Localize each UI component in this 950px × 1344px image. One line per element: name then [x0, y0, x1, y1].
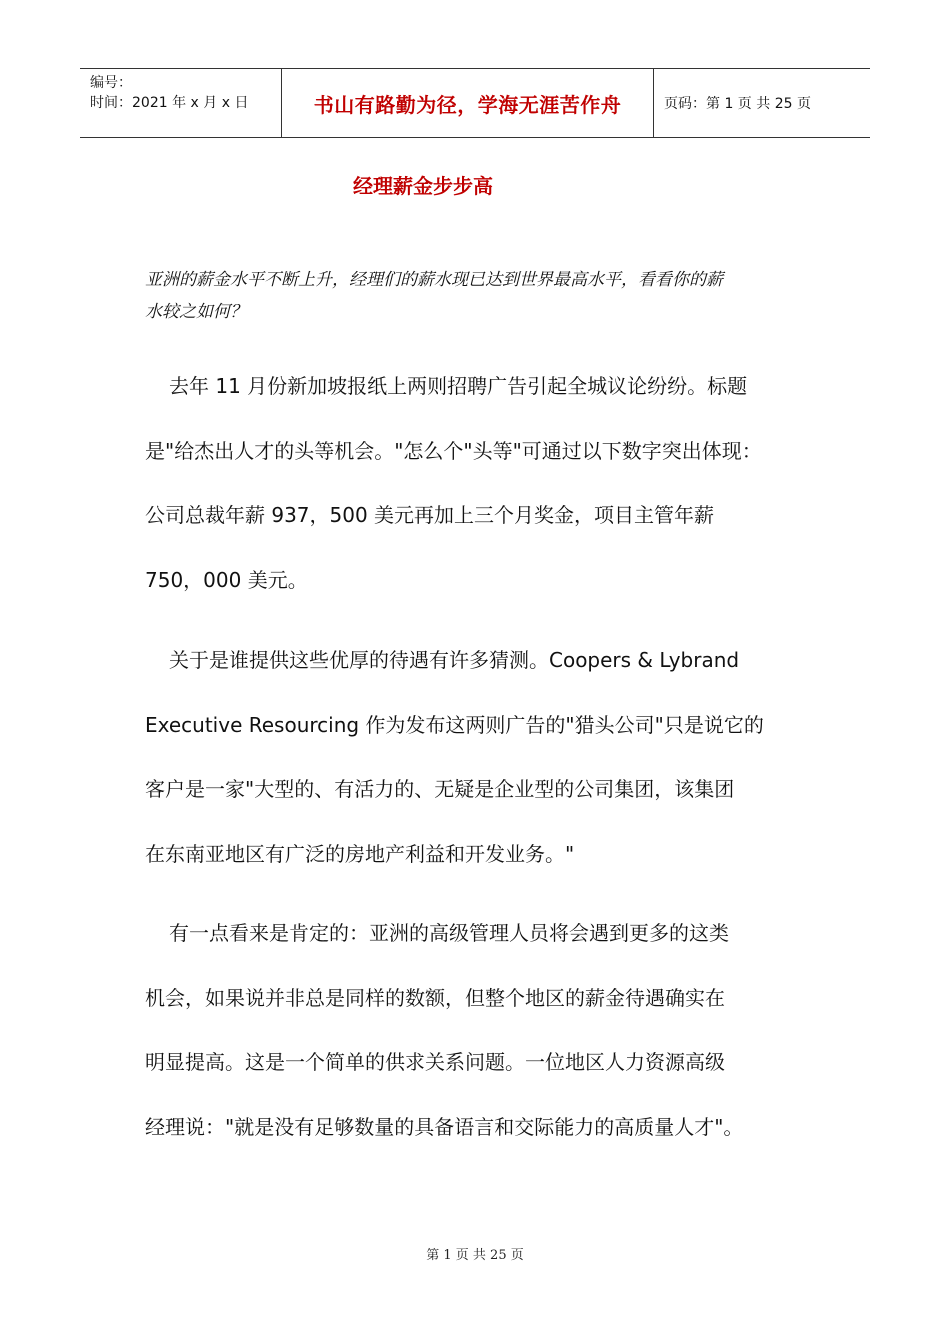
header-page-info-cell — [654, 69, 870, 137]
paragraph-line: 客户是一家"大型的、有活力的、无疑是企业型的公司集团，该集团 — [145, 777, 735, 801]
page-footer: 第 1 页 共 25 页 — [426, 1248, 524, 1263]
paragraph-line: 经理说："就是没有足够数量的具备语言和交际能力的高质量人才"。 — [145, 1114, 744, 1139]
document-header — [80, 68, 870, 138]
lead-paragraph — [145, 264, 805, 328]
motto: 书山有路勤为径，学海无涯苦作舟 — [313, 92, 622, 117]
paragraph-line: 关于是谁提供这些优厚的待遇有许多猜测。Coopers & Lybrand — [169, 648, 740, 672]
body-paragraph-1 — [145, 354, 825, 612]
document-title: 经理薪金步步高 — [353, 174, 493, 198]
paragraph-line: 机会，如果说并非总是同样的数额，但整个地区的薪金待遇确实在 — [145, 985, 725, 1010]
lead-line: 亚洲的薪金水平不断上升，经理们的薪水现已达到世界最高水平，看看你的薪 — [145, 270, 723, 290]
paragraph-line: Executive Resourcing 作为发布这两则广告的"猎头公司"只是说它的 — [145, 712, 764, 737]
paragraph-line: 有一点看来是肯定的：亚洲的高级管理人员将会遇到更多的这类 — [169, 921, 729, 945]
lead-line: 水较之如何？ — [145, 302, 247, 322]
header-motto-cell — [281, 69, 654, 137]
body-paragraph-2 — [145, 628, 825, 886]
page-info: 页码：第 1 页 共 25 页 — [664, 96, 811, 112]
paragraph-line: 公司总裁年薪 937，500 美元再加上三个月奖金，项目主管年薪 — [145, 503, 715, 527]
paragraph-line: 750，000 美元。 — [145, 567, 308, 592]
paragraph-line: 是"给杰出人才的头等机会。"怎么个"头等"可通过以下数字突出体现： — [145, 438, 762, 463]
time-label: 时间：2021 年 x 月 x 日 — [90, 95, 249, 111]
body-paragraph-3 — [145, 901, 825, 1159]
number-label: 编号： — [90, 75, 132, 91]
paragraph-line: 在东南亚地区有广泛的房地产利益和开发业务。" — [145, 841, 575, 866]
paragraph-line: 明显提高。这是一个简单的供求关系问题。一位地区人力资源高级 — [145, 1050, 725, 1074]
paragraph-line: 去年 11 月份新加坡报纸上两则招聘广告引起全城议论纷纷。标题 — [169, 374, 748, 398]
header-meta — [80, 69, 281, 137]
